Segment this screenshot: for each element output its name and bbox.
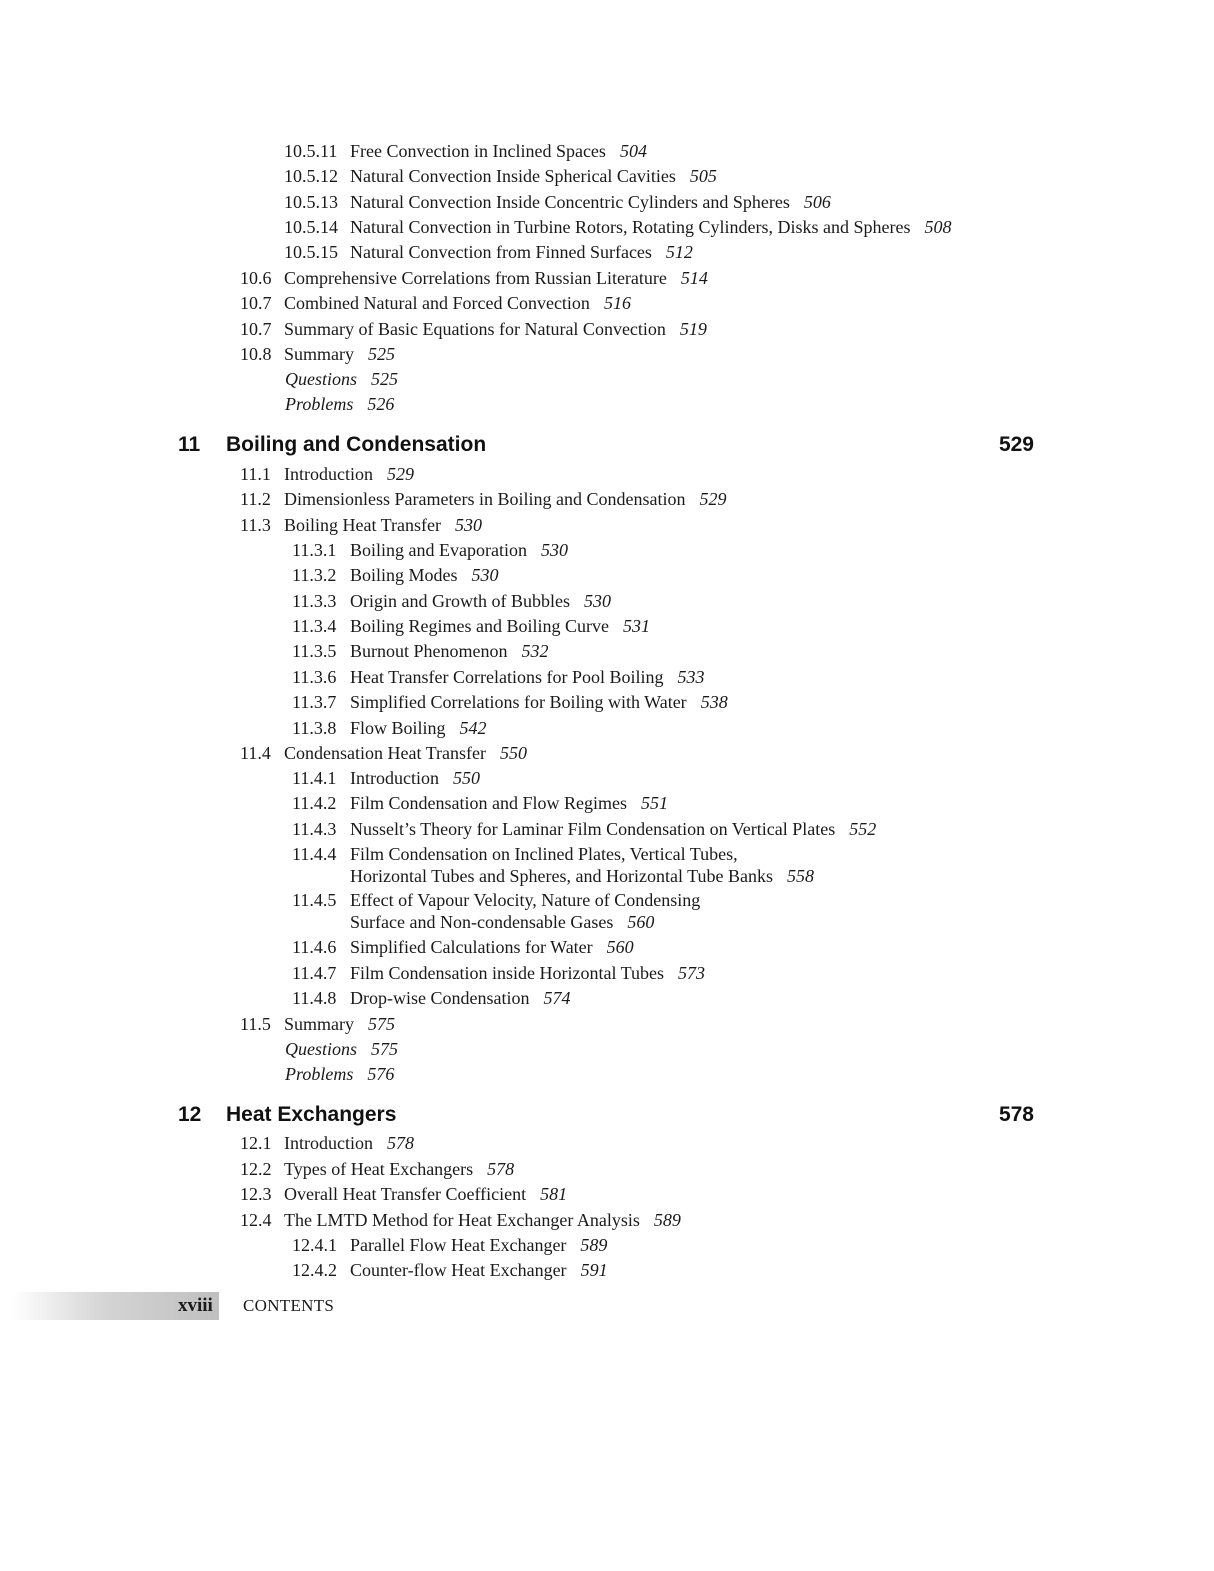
entry-number: 12.2 <box>240 1159 272 1179</box>
entry-number: 12.3 <box>240 1184 272 1204</box>
toc-entry[interactable] <box>292 666 704 688</box>
toc-entry[interactable] <box>240 1183 567 1205</box>
entry-number: 11.3.1 <box>292 540 337 560</box>
entry-page: 530 <box>540 540 568 560</box>
toc-entry[interactable] <box>240 318 707 340</box>
entry-page: 578 <box>487 1159 515 1179</box>
entry-page: 531 <box>623 616 650 636</box>
toc-entry[interactable] <box>292 843 814 887</box>
entry-title: Natural Convection Inside Concentric Cylinders and Spheres <box>350 192 790 212</box>
entry-title: Film Condensation on Inclined Plates, Vertical Tubes, <box>350 844 738 864</box>
entry-title: Free Convection in Inclined Spaces <box>350 141 606 161</box>
toc-entry[interactable] <box>292 691 728 713</box>
toc-end-matter-entry[interactable] <box>285 368 398 390</box>
toc-entry[interactable] <box>292 936 634 958</box>
entry-title: Flow Boiling <box>350 718 446 738</box>
entry-page: 538 <box>700 692 728 712</box>
entry-title: Simplified Correlations for Boiling with Water <box>350 692 687 712</box>
entry-title: Types of Heat Exchangers <box>284 1159 474 1179</box>
entry-page: 532 <box>521 641 549 661</box>
entry-title-line2: Surface and Non-condensable Gases <box>350 912 614 932</box>
entry-title-continued <box>292 865 814 887</box>
entry-page: 530 <box>455 515 482 535</box>
entry-page: 550 <box>452 768 480 788</box>
footer-running-head: CONTENTS <box>243 1296 335 1315</box>
entry-title: Questions <box>285 1039 357 1059</box>
entry-number: 11.3.2 <box>292 565 337 585</box>
chapter-number: 12 <box>178 1103 202 1126</box>
entry-title: Film Condensation and Flow Regimes <box>350 793 627 813</box>
entry-number: 11.3.4 <box>292 616 337 636</box>
entry-title: Effect of Vapour Velocity, Nature of Condensing <box>350 890 701 910</box>
entry-number: 11.1 <box>240 464 271 484</box>
entry-title: Natural Convection from Finned Surfaces <box>350 242 652 262</box>
entry-number: 10.5.11 <box>284 141 338 161</box>
toc-entry[interactable] <box>240 514 482 536</box>
entry-number: 11.3.6 <box>292 667 337 687</box>
entry-page: 512 <box>665 242 693 262</box>
entry-title: Combined Natural and Forced Convection <box>284 293 590 313</box>
entry-title: Counter-flow Heat Exchanger <box>350 1260 567 1280</box>
entry-title-continued <box>292 911 700 933</box>
toc-entry[interactable] <box>240 267 708 289</box>
toc-entry[interactable] <box>284 241 693 263</box>
entry-number: 11.3.3 <box>292 591 337 611</box>
entry-page: 529 <box>386 464 414 484</box>
entry-title: Heat Transfer Correlations for Pool Boiling <box>350 667 664 687</box>
entry-title: Questions <box>285 369 357 389</box>
toc-entry[interactable] <box>292 818 876 840</box>
toc-entry[interactable] <box>284 191 831 213</box>
entry-page: 576 <box>367 1064 395 1084</box>
chapter-page: 529 <box>998 433 1034 456</box>
entry-number: 11.4.2 <box>292 793 337 813</box>
entry-page: 514 <box>680 268 708 288</box>
entry-title: Film Condensation inside Horizontal Tubes <box>350 963 665 983</box>
toc-entry[interactable] <box>292 640 549 662</box>
entry-title: Problems <box>285 1064 354 1084</box>
entry-title: Introduction <box>284 1133 373 1153</box>
toc-end-matter-entry[interactable] <box>285 1038 398 1060</box>
entry-number: 11.4.5 <box>292 890 337 910</box>
entry-number: 10.7 <box>240 319 272 339</box>
entry-page: 552 <box>849 819 877 839</box>
entry-title: Problems <box>285 394 354 414</box>
chapter-heading[interactable] <box>178 431 1034 459</box>
toc-entry[interactable] <box>292 1259 608 1281</box>
entry-page: 573 <box>678 963 706 983</box>
entry-number: 11.4.1 <box>292 768 337 788</box>
entry-number: 10.5.13 <box>284 192 338 212</box>
entry-number: 10.7 <box>240 293 272 313</box>
toc-entry[interactable] <box>292 889 700 933</box>
entry-page: 550 <box>499 743 527 763</box>
toc-entry[interactable] <box>292 767 480 789</box>
entry-page: 529 <box>699 489 727 509</box>
entry-number: 11.3.7 <box>292 692 337 712</box>
entry-title: Summary of Basic Equations for Natural Convection <box>284 319 666 339</box>
toc-entry[interactable] <box>292 539 568 561</box>
chapter-heading[interactable] <box>178 1101 1034 1129</box>
toc-end-matter-entry[interactable] <box>285 1063 394 1085</box>
entry-title: Natural Convection Inside Spherical Cavities <box>350 166 676 186</box>
entry-page: 560 <box>606 937 634 957</box>
toc-entry[interactable] <box>292 792 668 814</box>
entry-number: 11.4.8 <box>292 988 337 1008</box>
entry-number: 11.4.7 <box>292 963 337 983</box>
entry-number: 11.3 <box>240 515 271 535</box>
entry-page: 504 <box>619 141 647 161</box>
entry-page: 581 <box>540 1184 568 1204</box>
entry-number: 11.2 <box>240 489 271 509</box>
entry-page: 530 <box>583 591 611 611</box>
entry-page: 575 <box>368 1014 395 1034</box>
toc-entry[interactable] <box>240 1013 395 1035</box>
entry-number: 12.4 <box>240 1210 272 1230</box>
entry-number: 11.5 <box>240 1014 271 1034</box>
entry-page: 508 <box>924 217 952 237</box>
entry-title: Introduction <box>350 768 439 788</box>
entry-page: 525 <box>371 369 398 389</box>
toc-entry[interactable] <box>292 590 611 612</box>
entry-number: 10.6 <box>240 268 272 288</box>
toc-entry[interactable] <box>284 165 717 187</box>
entry-title: Simplified Calculations for Water <box>350 937 593 957</box>
footer-page-number: xviii <box>178 1295 213 1316</box>
entry-title: Parallel Flow Heat Exchanger <box>350 1235 567 1255</box>
entry-number: 10.8 <box>240 344 272 364</box>
entry-title: Condensation Heat Transfer <box>284 743 486 763</box>
entry-title: Burnout Phenomenon <box>350 641 508 661</box>
chapter-page: 578 <box>998 1103 1034 1126</box>
entry-page: 560 <box>627 912 655 932</box>
entry-number: 11.4.3 <box>292 819 337 839</box>
entry-title: Introduction <box>284 464 373 484</box>
entry-page: 516 <box>603 293 631 313</box>
toc-entry[interactable] <box>240 343 395 365</box>
toc-entry[interactable] <box>240 742 527 764</box>
entry-page: 575 <box>371 1039 398 1059</box>
entry-page: 551 <box>641 793 668 813</box>
entry-page: 530 <box>471 565 499 585</box>
entry-title: Dimensionless Parameters in Boiling and Condensation <box>284 489 686 509</box>
toc-entry[interactable] <box>292 987 570 1009</box>
entry-number: 12.1 <box>240 1133 272 1153</box>
toc-entry[interactable] <box>292 615 650 637</box>
entry-page: 578 <box>386 1133 414 1153</box>
entry-page: 519 <box>679 319 707 339</box>
entry-page: 558 <box>786 866 814 886</box>
entry-title: Boiling Modes <box>350 565 458 585</box>
entry-page: 589 <box>653 1210 681 1230</box>
entry-title: Overall Heat Transfer Coefficient <box>284 1184 527 1204</box>
entry-page: 525 <box>368 344 395 364</box>
chapter-title: Boiling and Condensation <box>226 433 487 456</box>
entry-title: Drop-wise Condensation <box>350 988 530 1008</box>
toc-entry[interactable] <box>240 1132 414 1154</box>
entry-title-line2: Horizontal Tubes and Spheres, and Horizontal Tube Banks <box>350 866 773 886</box>
chapter-title: Heat Exchangers <box>226 1103 397 1126</box>
toc-entry[interactable] <box>292 717 487 739</box>
toc-entry[interactable] <box>292 962 705 984</box>
entry-page: 505 <box>689 166 717 186</box>
toc-entry[interactable] <box>292 1234 607 1256</box>
entry-number: 11.4 <box>240 743 271 763</box>
entry-number: 10.5.14 <box>284 217 338 237</box>
entry-title: Natural Convection in Turbine Rotors, Rotating Cylinders, Disks and Spheres <box>350 217 911 237</box>
entry-title: Boiling and Evaporation <box>350 540 527 560</box>
entry-number: 11.4.6 <box>292 937 337 957</box>
entry-page: 591 <box>580 1260 608 1280</box>
entry-number: 11.4.4 <box>292 844 337 864</box>
entry-number: 12.4.2 <box>292 1260 337 1280</box>
toc-entry[interactable] <box>240 1158 514 1180</box>
entry-title: Summary <box>284 1014 354 1034</box>
entry-page: 533 <box>677 667 705 687</box>
entry-number: 12.4.1 <box>292 1235 337 1255</box>
entry-page: 526 <box>367 394 395 414</box>
toc-entry[interactable] <box>240 488 726 510</box>
entry-title: The LMTD Method for Heat Exchanger Analysis <box>284 1210 640 1230</box>
entry-title: Origin and Growth of Bubbles <box>350 591 570 611</box>
entry-number: 10.5.12 <box>284 166 338 186</box>
entry-number: 11.3.5 <box>292 641 337 661</box>
toc-entry[interactable] <box>284 140 647 162</box>
entry-page: 542 <box>459 718 487 738</box>
toc-entry[interactable] <box>284 216 951 238</box>
toc-entry[interactable] <box>240 292 631 314</box>
chapter-number: 11 <box>178 433 201 456</box>
entry-title: Boiling Heat Transfer <box>284 515 441 535</box>
entry-page: 574 <box>543 988 571 1008</box>
toc-entry[interactable] <box>292 564 499 586</box>
toc-entry[interactable] <box>240 463 414 485</box>
toc-entry[interactable] <box>240 1209 681 1231</box>
toc-end-matter-entry[interactable] <box>285 393 394 415</box>
entry-title: Boiling Regimes and Boiling Curve <box>350 616 609 636</box>
entry-title: Summary <box>284 344 354 364</box>
entry-page: 589 <box>580 1235 608 1255</box>
entry-number: 11.3.8 <box>292 718 337 738</box>
entry-title: Comprehensive Correlations from Russian Literature <box>284 268 667 288</box>
entry-title: Nusselt’s Theory for Laminar Film Condensation on Vertical Plates <box>350 819 836 839</box>
entry-number: 10.5.15 <box>284 242 338 262</box>
entry-page: 506 <box>803 192 831 212</box>
